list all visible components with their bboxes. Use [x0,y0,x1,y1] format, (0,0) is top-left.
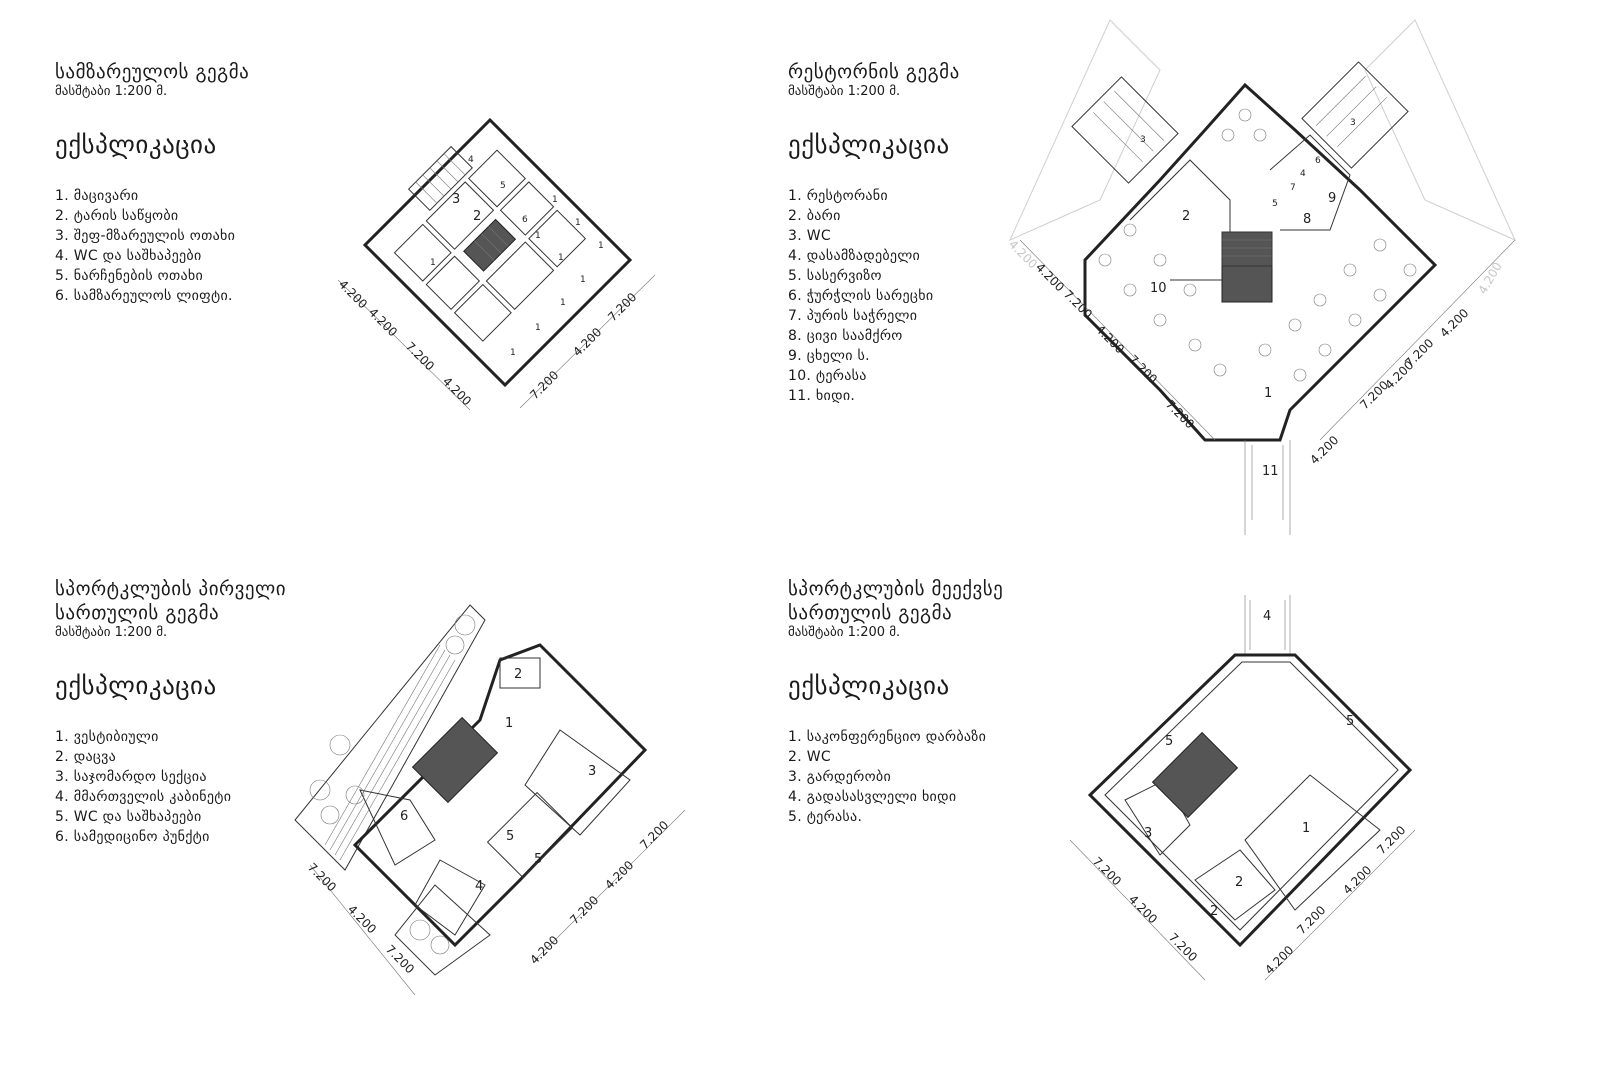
room-number: 3 [588,764,597,779]
room-number: 1 [552,195,558,205]
room [455,285,512,342]
legend-item: 2. დაცვა [55,749,117,765]
room-number: 5 [1272,199,1278,209]
legend-item: 4. მმართველის კაბინეტი [55,789,232,805]
dimension-label: 4.200 [527,932,562,968]
legend-heading: ექსპლიკაცია [55,130,217,159]
room-number: 2 [1235,875,1244,890]
room-number: 5 [1165,734,1174,749]
room [1072,77,1178,183]
dimension-label: 7.200 [1402,335,1437,371]
room-number: 2 [514,667,523,682]
dimension-label: 4.200 [602,857,637,893]
room-number: 2 [1182,209,1191,224]
room-number: 1 [558,253,564,263]
room-number: 1 [535,323,541,333]
legend-item: 3. გარდერობი [788,769,891,785]
room-number: 7 [1290,183,1296,193]
kitchen-floor-plan [330,110,670,420]
legend-item: 5. ნარჩენების ოთახი [55,268,204,284]
legend-item: 2. ბარი [788,208,841,224]
sportclub-ground-floor-plan [285,600,705,1010]
dimension-label: 4.200 [1092,322,1128,357]
room-number: 1 [575,218,581,228]
room-number: 4 [1263,609,1272,624]
legend-heading: ექსპლიკაცია [55,671,217,700]
panel-kitchen-text [55,60,355,306]
room-number: 1 [535,231,541,241]
room-number: 5 [500,181,506,191]
legend-item: 2. ტარის საწყობი [55,208,179,224]
room-number: 4 [475,879,484,894]
dimension-label: 7.200 [1294,902,1329,938]
plan-scale: მასშტაბი 1:200 მ. [788,84,901,99]
dimension-label: 4.200 [1340,862,1375,898]
legend-list [788,727,1088,827]
dimension-label: 4.200 [439,374,475,409]
room-number: 1 [580,275,586,285]
plan-scale: მასშტაბი 1:200 მ. [55,84,168,99]
legend-heading: ექსპლიკაცია [788,671,950,700]
room-number: 10 [1150,281,1167,296]
plan-outline [355,645,645,945]
restaurant-floor-plan [990,0,1535,545]
room-number: 6 [1315,156,1321,166]
legend-item: 2. WC [788,749,831,765]
room-number: 4 [1300,169,1306,179]
legend-heading: ექსპლიკაცია [788,130,950,159]
plan-title: რესტორნის გეგმა [788,61,960,83]
legend-item: 6. სამზარეულოს ლიფტი. [55,288,233,304]
dimension-label: 4.200 [335,277,371,312]
dimension-label: 7.200 [1089,854,1125,889]
dimension-label: 4.200 [1475,259,1505,297]
dimension-label: 4.200 [1262,942,1297,978]
plan-scale: მასშტაბი 1:200 მ. [788,625,901,640]
room-number: 6 [400,809,409,824]
faint-wing [1365,20,1515,240]
room-number: 1 [505,716,514,731]
room-number: 4 [468,155,474,165]
legend-item: 1. მაცივარი [55,188,139,204]
room [501,182,554,235]
dimension-label: 4.200 [1307,432,1342,468]
legend-list [55,186,355,306]
dimension-label: 7.200 [304,860,340,895]
legend-item: 1. საკონფერენციო დარბაზი [788,729,987,745]
faint-wing [1010,20,1160,240]
dimension-label: 4.200 [1382,357,1417,393]
room-number: 1 [560,298,566,308]
dimension-label: 7.200 [1060,287,1096,322]
room [1245,775,1380,910]
stair-core [413,718,498,803]
legend-item: 11. ხიდი. [788,388,856,404]
plan-title-line-2: სართულის გეგმა [55,602,220,624]
plan-scale: მასშტაბი 1:200 მ. [55,625,168,640]
dimension-label: 4.200 [570,324,605,360]
room-number: 2 [473,209,482,224]
room-number: 5 [534,852,543,867]
dimension-label: 4.200 [1125,892,1161,927]
stair-core [1222,232,1272,302]
room-number: 9 [1328,191,1337,206]
room-number: 3 [452,192,461,207]
room-number: 3 [1144,826,1153,841]
legend-item: 4. გადასასვლელი ხიდი [788,789,957,805]
wc-block [488,793,573,878]
room-number: 1 [430,258,436,268]
room-number: 2 [1210,904,1219,919]
plan-title-line-1: სპორტკლუბის მეექვსე [788,578,1004,600]
dimension-label: 4.200 [344,902,380,937]
dimension-label: 7.200 [382,942,418,977]
legend-item: 3. WC [788,228,831,244]
room-number: 5 [1346,714,1355,729]
plan-title: სამზარეულოს გეგმა [55,61,250,83]
legend-item: 4. დასამზადებელი [788,248,921,264]
dimension-label: 7.200 [1162,397,1198,432]
dimension-label: 4.200 [1437,305,1472,341]
room-number: 3 [1140,135,1146,145]
room-number: 1 [598,241,604,251]
legend-item: 3. საჯომარდო სექცია [55,769,207,785]
room-number: 8 [1303,212,1312,227]
dimension-label: 7.200 [605,289,640,325]
legend-item: 6. ჭურჭლის სარეცხი [788,288,934,304]
dimension-label: 7.200 [1165,930,1201,965]
room-number: 1 [510,348,516,358]
dimension-label: 7.200 [527,367,562,403]
legend-item: 5. ტერასა. [788,809,863,825]
sportclub-sixth-floor-plan [1070,590,1430,990]
legend-item: 7. პურის საჭრელი [788,308,918,324]
dimension-label: 7.200 [1374,822,1409,858]
room-number: 1 [1302,821,1311,836]
panel-sportclub-sixth-text [788,577,1088,827]
room-number: 3 [1350,118,1356,128]
dimension-label: 7.200 [567,892,602,928]
legend-item: 10. ტერასა [788,368,867,384]
dimension-label: 4.200 [365,305,401,340]
legend-item: 5. სასერვიზო [788,268,882,284]
legend-item: 9. ცხელი ს. [788,348,870,364]
legend-item: 1. რესტორანი [788,188,888,204]
dimension-label: 7.200 [1125,352,1161,387]
room-number: 5 [506,829,515,844]
room-number: 11 [1262,464,1279,479]
legend-item: 4. WC და საშხაპეები [55,248,202,264]
dimension-label: 7.200 [1357,377,1392,413]
dimension-label: 4.200 [1005,237,1041,272]
dimension-label: 4.200 [1032,260,1068,295]
plan-title-line-1: სპორტკლუბის პირველი [55,578,287,600]
dimension-label: 7.200 [637,817,672,853]
legend-item: 8. ცივი საამქრო [788,328,903,344]
room [469,150,526,207]
plan-title-line-2: სართულის გეგმა [788,602,953,624]
legend-item: 1. ვესტიბიული [55,729,159,745]
legend-item: 3. შეფ-მზარეულის ოთახი [55,228,236,244]
dimension-label: 7.200 [402,339,438,374]
room-number: 1 [1264,386,1273,401]
room-number: 6 [522,215,528,225]
legend-item: 5. WC და საშხაპეები [55,809,202,825]
legend-item: 6. სამედიცინო პუნქტი [55,829,210,845]
room [394,224,451,281]
